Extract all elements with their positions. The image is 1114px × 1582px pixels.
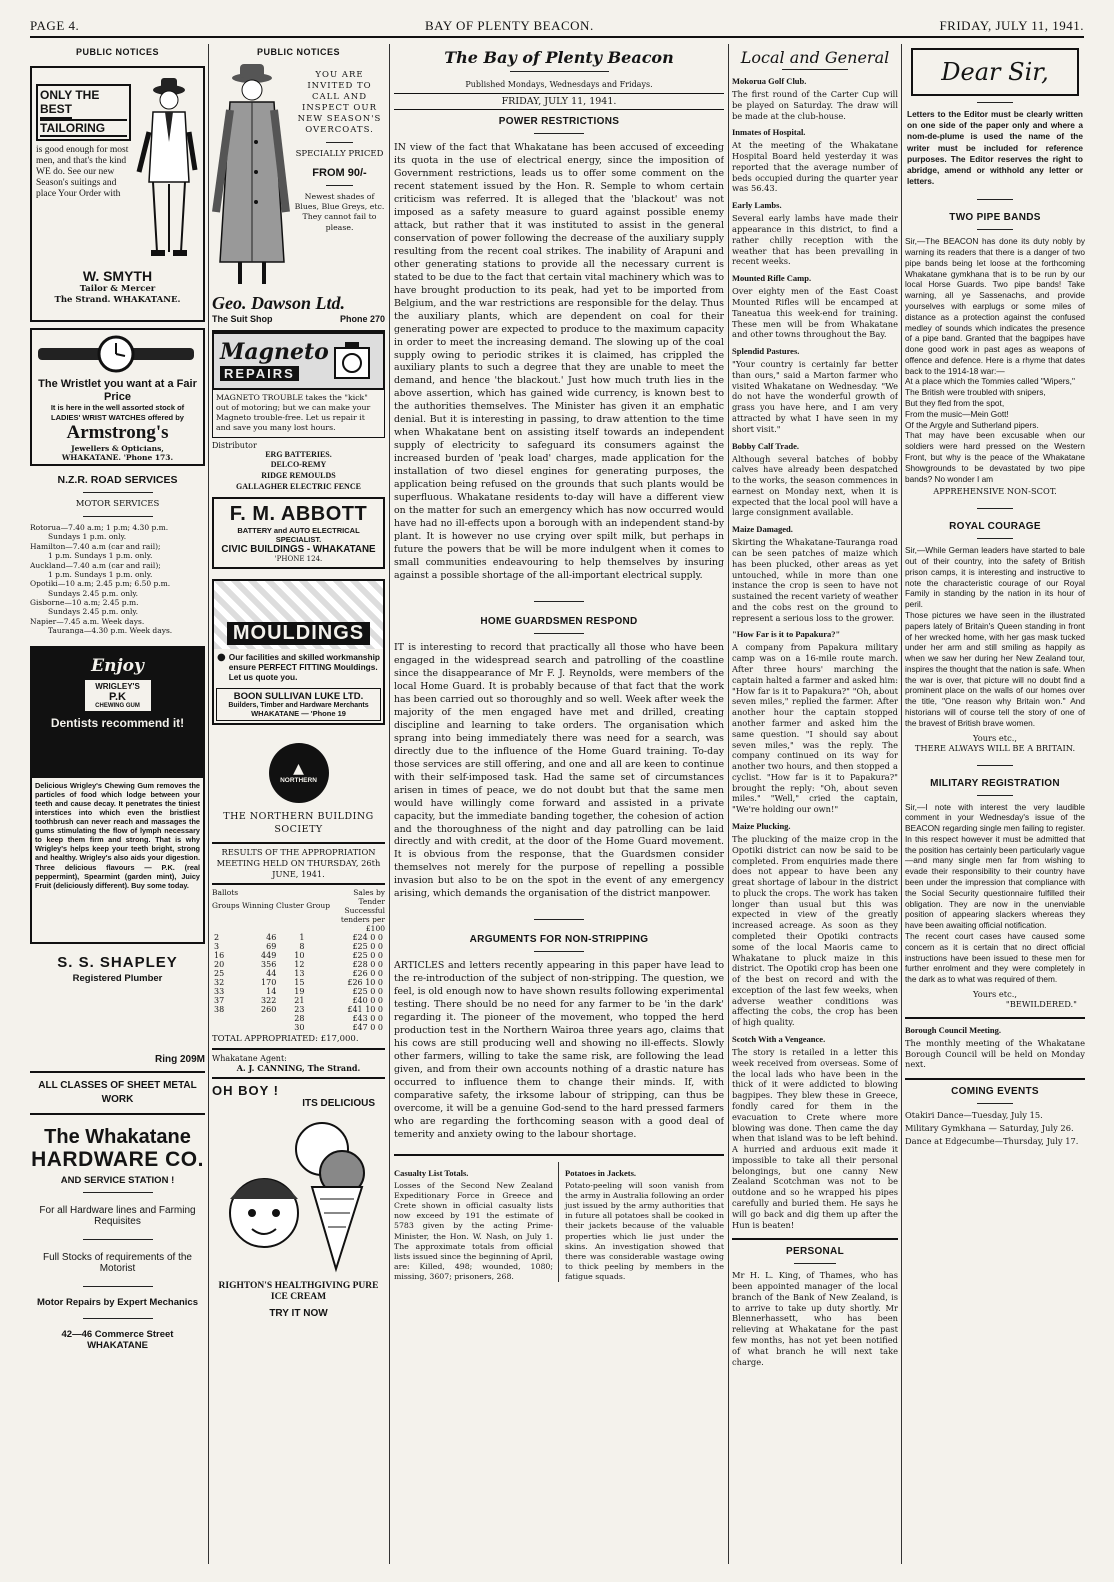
- column-rule: [728, 44, 729, 1564]
- icecream-try: TRY IT NOW: [269, 1307, 328, 1319]
- item-heading: Potatoes in Jackets.: [565, 1167, 637, 1178]
- event-line: Dance at Edgecumbe—Thursday, July 17.: [905, 1135, 1079, 1146]
- table-cell: £25 0 0: [352, 986, 383, 996]
- local-item-heading: "How Far is it to Papakura?": [732, 629, 841, 640]
- header-date: FRIDAY, JULY 11, 1941.: [939, 18, 1084, 33]
- local-item-heading: Maize Damaged.: [732, 524, 793, 535]
- table-cell: £25 0 0: [352, 950, 383, 960]
- table-cell: £28 0 0: [352, 959, 383, 969]
- local-item-heading: Bobby Calf Trade.: [732, 440, 799, 451]
- table-cell: 2: [214, 932, 220, 942]
- table-row: [212, 933, 385, 942]
- table-cell: 16: [214, 950, 225, 960]
- table-cell: 170: [261, 977, 277, 987]
- local-general-title: Local and General: [740, 48, 890, 67]
- northern-building-society: [212, 731, 385, 1079]
- section-heading: PUBLIC NOTICES: [75, 47, 159, 57]
- mouldings-banner: MOULDINGS: [214, 581, 383, 649]
- local-item-heading: Maize Plucking.: [732, 820, 791, 831]
- table-cell: £40 0 0: [352, 995, 383, 1005]
- rightons-ice-cream-ad: [212, 1083, 385, 1319]
- hardware-town: WHAKATANE: [87, 1339, 148, 1351]
- local-item-body: At the meeting of the Whakatane Hospital Board held yesterday it was reported that the average number of beds occupied during the quarter year was 56.43.: [732, 140, 898, 194]
- masthead: The Bay of Plenty Beacon: [444, 48, 674, 67]
- timetable-line: Rotorua—7.40 a.m; 1 p.m; 4.30 p.m.: [30, 523, 169, 533]
- hardware-item2: Full Stocks of requirements of the Motorist: [43, 1251, 192, 1274]
- timetable-line: Hamilton—7.40 a.m (car and rail);: [30, 541, 161, 551]
- local-item-heading: Early Lambs.: [732, 200, 782, 211]
- table-row: [212, 951, 385, 960]
- article-body: IT is interesting to record that practically all those who have been engaged in the widespread search and patrolling of the coastline since the disappearance of Mr F. J. Reynolds, were members of the local Home Guard. It is probably because of that fact that the work has been carried out so thoroughly and so well. Week after week the majority of the men engaged have met and drilled, creating discipline and learning to take orders. The organisation which sprang into being immediately there was need for a search, was directly due to the influence of the Home Guard training. To-day those services are still offering, and one and all are keen to continue with their self-imposed task. Had the same set of circumstances arisen in times of peace, we do not doubt but that the same men would have willingly come forward and assisted in a private capacity, but the immediate banding together, the cohesion of action and the thoroughness of the night and day patrolling can be laid directly and with credit, at the door of the Home Guard movement. It is obvious from the response, that the Guardsmen consider themselves not merely for the purpose of repelling a possible invasion but also to be on the spot in the event of any emergency arising, which demands the organisation of the district manpower.: [394, 641, 724, 900]
- item-body: Potato-peeling will soon vanish from the army in Australia following an order just issued by the army authorities that in future all potatoes shall be cooked in their jackets because of the valuable properties which lie just under the skins. An investigation showed that there was considerable wastage owing to thick peeling by members in the fatigue squads.: [565, 1180, 724, 1281]
- nzr-title: N.Z.R. ROAD SERVICES: [57, 474, 178, 486]
- abbott-phone: 'PHONE 124.: [274, 554, 323, 563]
- magneto-banner: Magneto REPAIRS: [212, 332, 385, 390]
- timetable-line: Napier—7.45 a.m. Week days.: [30, 616, 145, 626]
- table-row: [212, 1023, 385, 1032]
- article-title: POWER RESTRICTIONS: [498, 116, 620, 127]
- column-rule: [389, 44, 390, 1564]
- magneto-icon: [331, 340, 375, 384]
- local-item-body: The story is retailed in a letter this week received from overseas. Some of the local lads who have been in the thick of it were addicted to blowing bagpipes. They blew these in Greece, fondly cared for them in the evacuation to Crete where more blowing was done. Then came the day when that island was to be left behind. A hurried and arduous exit made it impossible to take all their personal belongings, but one canny New Zealand Scotchman was not to be outdone and so he wrapped his pipes carefully and buried them. He says he will go back and dig them up after the Hun is beaten!: [732, 1047, 898, 1230]
- shapley-plumber-ad: [30, 950, 205, 1125]
- article-body: ARTICLES and letters recently appearing in this paper have lead to the re-introduction of the subject of non-stripping. The question, we feel, is old enough now to have shown results following experimental testing. There should be no need for any farmer to be 'in the dark' regarding it. The pioneer of the movement, who topped the herd production test in the Northern Wairoa three years ago, claims that his cows are still producing well and showing no ill-effects. Slowly other farmers, willing to take the same risk, are following the lead given, and from their own accounts nothing of a drastic nature has occurred to influence them to change their minds. If, with comparative safety, the irksome labour of stripping, can thus be overcome, it will be a genuine God-send to the hard pressed farmers who are regarding the forthcoming season with a good deal of temerity and anxiety owing to the labour shortage.: [394, 960, 724, 1140]
- letter-title: TWO PIPE BANDS: [949, 212, 1041, 224]
- timetable-line: Gisborne—10 a.m; 2.45 p.m.: [30, 598, 139, 608]
- shapley-sheet-metal: ALL CLASSES OF SHEET METAL WORK: [38, 1079, 197, 1105]
- event-line: Otakiri Dance—Tuesday, July 15.: [905, 1110, 1043, 1121]
- appropriation-table: [212, 933, 385, 1032]
- table-cell: £47 0 0: [352, 1022, 383, 1032]
- table-cell: 20: [214, 959, 225, 969]
- table-cell: 23: [294, 1004, 305, 1014]
- article-body: IN view of the fact that Whakatane has been accused of exceeding its quota in the use of electrical energy, since the imposition of Government restrictions, leads us to offer some comment on the recent statement issued by the Hon. R. Semple to whom certain criticism was referred. It is alleged that the 'blackout' was not imposed as a safety measure to guard against possible enemy attack, but rather that it was instituted to assist in the general conservation of power following the decrease of the auxiliary supply resulting from the recent coal strikes. The inability of Arapuni and other generating stations to provide all the necessary current is stated to be due to the fact that certain vital machinery which was to have brought production to its peak, had yet to be imported from Belgium, and the war restrictions are responsible for the delay. Thus the auxiliary plants, which are dependent on coal for their generating power are expected to produce to the maximum capacity in order to meet the increasing demand. The slowing up of the coal supply owing to periodic strikes it is claimed, has crippled the auxiliary plants to such a degree that they are unable to meet the demand, and hence 'the blackout.' Just how much truth lies in the above assertion, which has gained wide currency, is known best to the authorities themselves. The Minister has given it an emphatic denial. But it is interesting in passing, to draw attention to the time when Whakatane bent on assisting itself towards an independent supply of electricity to safeguard its consumers against the increased burden of 'peak load' charges, made application for the installation of two diesel engines for generating purposes, the application being refused on the grounds that such plants would be superfluous. Whakatane residents to-day will have a different view on the matter for such an emergency which has now occurred would have had no ill-effects upon a borough with an independent stand-by plant. It is however no use crying over spilt milk, but perhaps in future the powers that be will be more indulgent when it comes to small communities endeavouring to help themselves by insuring against a possible shortage of the all-important electrical supply.: [394, 142, 724, 581]
- published-line: Published Mondays, Wednesdays and Fridays.: [465, 80, 653, 89]
- table-cell: 12: [294, 959, 305, 969]
- table-cell: [212, 1023, 240, 1032]
- column-public-notices-2: [212, 44, 385, 1564]
- society-total: TOTAL APPROPRIATED: £17,000.: [212, 1033, 359, 1044]
- icecream-ohboy: OH BOY !: [212, 1082, 279, 1098]
- dawson-shades: Newest shades of Blues, Blue Greys, etc. They cannot fail to please.: [294, 192, 385, 232]
- table-cell: 260: [261, 1004, 277, 1014]
- table-cell: 449: [261, 950, 277, 960]
- wrigleys-banner: Enjoy WRIGLEY'S P.K CHEWING GUM Dentists recommend it!: [32, 648, 203, 778]
- nzr-subtitle: MOTOR SERVICES: [75, 499, 160, 509]
- table-cell: £26 0 0: [352, 968, 383, 978]
- product-item: ERG BATTERIES.: [265, 449, 332, 459]
- timetable-line: Auckland—7.40 a.m (car and rail);: [30, 560, 161, 570]
- letter-signature: "BEWILDERED.": [1005, 998, 1077, 1009]
- society-title: THE NORTHERN BUILDING SOCIETY: [223, 810, 374, 835]
- dawson-phone: Phone 270: [339, 314, 385, 324]
- abbott-line2: CIVIC BUILDINGS - WHAKATANE: [221, 543, 376, 555]
- wrigleys-ad: [30, 646, 205, 944]
- table-cell: £41 10 0: [347, 1004, 383, 1014]
- letter-yours: Yours etc.,: [972, 988, 1018, 999]
- section-heading: PUBLIC NOTICES: [256, 47, 340, 57]
- dawson-price: FROM 90/-: [312, 167, 367, 180]
- overcoat-illustration: [212, 62, 290, 291]
- table-cell: 322: [261, 995, 277, 1005]
- mouldings-trade: Builders, Timber and Hardware Merchants: [228, 701, 369, 709]
- society-emblem-icon: ▲ NORTHERN: [269, 743, 329, 803]
- table-cell: £43 0 0: [352, 1013, 383, 1023]
- local-item-body: Several early lambs have made their appearance in this district, to find a rather chilly reception with the weather that has been prevailing in recent weeks.: [732, 213, 898, 267]
- smyth-trade: Tailor & Mercer: [79, 284, 156, 294]
- table-cell: 25: [214, 968, 225, 978]
- shapley-name: S. S. SHAPLEY: [57, 953, 178, 971]
- abbott-line1: BATTERY and AUTO ELECTRICAL SPECIALIST.: [237, 525, 360, 544]
- dear-sir-logo: Dear Sir,: [911, 48, 1079, 96]
- local-item-body: The first round of the Carter Cup will be played on Saturday. The draw will be made at the club-house.: [732, 89, 898, 121]
- table-cell: [240, 1014, 278, 1023]
- table-row: [212, 996, 385, 1005]
- society-agent: A. J. CANNING, The Strand.: [236, 1062, 361, 1073]
- dawson-shop: The Suit Shop: [212, 314, 273, 324]
- table-cell: 28: [294, 1013, 305, 1023]
- icecream-delicious: ITS DELICIOUS: [302, 1097, 375, 1109]
- column-rule: [208, 44, 209, 1564]
- local-item-body: Skirting the Whakatane-Tauranga road can be seen patches of maize which has been plucked, other areas as yet untouched, while in more than one instance the crop is seen to have not sustained the recent variety of weather and the cobs rest on the ground to represent a serious loss to the grower.: [732, 537, 898, 623]
- magneto-body: MAGNETO TROUBLE takes the "kick" out of motoring; but we can make your Magneto trouble-free. Let us repair it and save you many lost hours.: [212, 390, 385, 438]
- product-item: DELCO-REMY: [270, 460, 327, 470]
- editorial-date: FRIDAY, JULY 11, 1941.: [394, 93, 724, 110]
- letter-body: The recent court cases have caused some concern as it is certain that no direct official instructions have been issued to these men for further enrolment and they were completely in the dark as to what was required of them.: [905, 930, 1085, 985]
- timetable-line: Tauranga—4.30 p.m. Week days.: [48, 626, 173, 636]
- table-cell: 38: [214, 1004, 225, 1014]
- armstrong-address: WHAKATANE. 'Phone 173.: [61, 453, 174, 463]
- personal-title: PERSONAL: [786, 1246, 844, 1258]
- ice-cream-cone-icon: [212, 1109, 385, 1277]
- table-cell: 33: [214, 986, 225, 996]
- table-cell: 10: [294, 950, 305, 960]
- table-cell: 15: [294, 977, 305, 987]
- whakatane-hardware-ad: [30, 1125, 205, 1353]
- council-heading: Borough Council Meeting.: [905, 1024, 1001, 1035]
- armstrong-trade: Jewellers & Opticians,: [71, 444, 164, 454]
- column-rule: [901, 44, 902, 1564]
- table-cell: 8: [299, 941, 305, 951]
- magneto-repairs-ad: [212, 332, 385, 493]
- smyth-address: The Strand. WHAKATANE.: [54, 295, 181, 306]
- nzr-road-services: [30, 472, 205, 642]
- coming-events-title: COMING EVENTS: [951, 1086, 1039, 1098]
- council-body: The monthly meeting of the Whakatane Borough Council will be held on Monday next.: [905, 1037, 1085, 1070]
- local-items-list: [732, 76, 898, 1230]
- timetable-line: Opotiki—10 a.m; 2.45 p.m; 6.50 p.m.: [30, 579, 171, 589]
- mouldings-ad: [212, 579, 385, 725]
- paper-name: BAY OF PLENTY BEACON.: [425, 18, 594, 33]
- dawson-name: Geo. Dawson Ltd.: [212, 293, 346, 313]
- dawson-special: SPECIALLY PRICED: [295, 149, 384, 160]
- hardware-address: 42—46 Commerce Street: [61, 1328, 174, 1340]
- column-editorial: [394, 44, 724, 1564]
- table-cell: 44: [266, 968, 277, 978]
- article-title: ARGUMENTS FOR NON-STRIPPING: [469, 934, 649, 946]
- letter-title: ROYAL COURAGE: [949, 521, 1041, 533]
- table-row: [212, 978, 385, 987]
- page-number: PAGE 4.: [30, 18, 80, 33]
- table-cell: 21: [294, 995, 305, 1005]
- shapley-phone: Ring 209M: [154, 1053, 205, 1065]
- letter-body: Sir,—The BEACON has done its duty nobly by warning its readers that there is a danger of two pipe bands being let loose at the forthcoming Whakatane gymkhana that is to be run by our local Horse Guards. Two pipe bands! Take warning, all ye Sassenachs, and provide yourselves with earplugs or some miles of distance as a protection against the confused medley of sounds which indicates the presence of a pipe band. Granted that the bagpipes have done good work in past ages as weapons of offence and defence. Here is a rhyme that dates back to the 1914-18 war:—: [905, 236, 1085, 376]
- item-body: Losses of the Second New Zealand Expeditionary Force in Greece and Crete shown in official casualty lists now exceed by 191 the estimate of 5783 given by the acting Prime-Minister, the Hon. W. Nash, on July 1. The approximate totals from official lists issued since the beginning of April, are: Killed, 498; wounded, 1080; missing, 3607; prisoners, 268.: [394, 1180, 553, 1281]
- letter-title: MILITARY REGISTRATION: [930, 777, 1060, 789]
- table-cell: 356: [261, 959, 277, 969]
- table-row: [212, 969, 385, 978]
- hardware-line1: The Whakatane: [44, 1125, 191, 1148]
- wrigleys-body: Delicious Wrigley's Chewing Gum removes the particles of food which lodge between your teeth and cause decay. It penetrates the tiniest interstices into which even the bristliest toothbrush can never reach and massages the gums stimulating the flow of lymph necessary to keep them firm and strong. That is why Wrigley's helps keep your teeth bright, strong and healthy. Wrigley's also aids your digestion. Three delicious flavours — P.K. (real peppermint), Spearmint (garden mint), Juicy Fruit (deliciously different). Buy some today.: [35, 780, 200, 890]
- shapley-trade: Registered Plumber: [72, 972, 163, 984]
- table-cell: [212, 1014, 240, 1023]
- local-item-heading: Scotch With a Vengeance.: [732, 1034, 826, 1045]
- timetable-line: Sundays 2.45 p.m. only.: [48, 607, 139, 617]
- table-row: [212, 942, 385, 951]
- letter-body: Sir,—I note with interest the very laudible comment in your Wednesday's issue of the BEACON regarding single men failing to register. In this respect however it must be admitted that the position has certainly been particularly vague—and many single men far from wishing to evade their responsibility to their country have been under the impression that compliance with the Social Security questionnaire fulfilled their obligation. They are now in the unenviable position of appearing slackers whereas they have been awaiting official notification.: [905, 801, 1085, 931]
- mouldings-firm: BOON SULLIVAN LUKE LTD.: [233, 690, 364, 702]
- society-results-heading: RESULTS OF THE APPROPRIATION MEETING HELD ON THURSDAY, 26th JUNE, 1941.: [216, 847, 381, 879]
- article-title: HOME GUARDSMEN RESPOND: [480, 615, 638, 627]
- column-letters: [905, 44, 1085, 1564]
- letter-signature: APPREHENSIVE NON-SCOT.: [933, 486, 1057, 497]
- letter-body: Those pictures we have seen in the illustrated papers lately of Britain's Queen standing in front of her wrecked home, with her gas mask tucked under her arm and still smiling as happily as when we saw her during her New Zealand tour, inspires the thought that the nation is safe. When the war is over, that picture will no doubt find a prominent place on the walls of our homes over the title, "One reason why Britain won." And historians will of course tell the story of one of the bravest of British brave women.: [905, 609, 1085, 728]
- table-cell: 14: [266, 986, 277, 996]
- nzr-timetable: [30, 523, 205, 636]
- man-in-suit-icon: [131, 72, 199, 262]
- hardware-item1: For all Hardware lines and Farming Requisites: [39, 1204, 196, 1227]
- mouldings-address: WHAKATANE — 'Phone 19: [251, 708, 346, 718]
- table-cell: 30: [294, 1022, 305, 1032]
- hardware-item3: Motor Repairs by Expert Mechanics: [36, 1296, 199, 1308]
- letter-signature: THERE ALWAYS WILL BE A BRITAIN.: [914, 742, 1076, 753]
- local-item-heading: Inmates of Hospital.: [732, 127, 806, 138]
- local-item-heading: Mokorua Golf Club.: [732, 76, 807, 86]
- tailored-man-illustration: [131, 72, 199, 266]
- timetable-line: Sundays 2.45 p.m. only.: [48, 588, 139, 598]
- table-cell: 19: [294, 986, 305, 996]
- event-line: Military Gymkhana — Saturday, July 26.: [905, 1122, 1074, 1133]
- local-item-body: The plucking of the maize crop in the Opotiki district can now be said to be completed. From enquiries made there does not appear to have been any great shortage of labour in the district to pluck the crops. The work has taken longer than usual but this was expected in view of the greatly increased acreage. As soon as they completed their Opotiki contracts some of the local Maoris came to Whakatane to pluck maize in this district. The Opotiki crop has been one of the best on record and with the exception of the last few weeks, when adverse weather conditions was affecting the cobs, the crop has been of high quality.: [732, 833, 898, 1028]
- table-cell: 37: [214, 995, 225, 1005]
- short-items: [394, 1162, 724, 1282]
- local-item-body: Over eighty men of the East Coast Mounted Rifles will be encamped at Taneatua this week-end for training. These men will be from Whakatane and other towns throughout the Bay.: [732, 286, 898, 340]
- smyth-headline: ONLY THE BEST TAILORING: [36, 84, 131, 141]
- smyth-tailoring-ad: [30, 66, 205, 322]
- page-header: [30, 18, 1084, 38]
- wristwatch-icon: [36, 334, 196, 374]
- letter-body: That may have been excusable when our soldiers were hard pressed on the Western Front, but why is the peace of the Whakatane Showgrounds to be devastated by two pipe bands? No wonder I am: [905, 430, 1085, 484]
- dawson-invite: YOU ARE INVITED TO CALL AND INSPECT OUR NEW SEASON'S OVERCOATS.: [297, 70, 382, 136]
- table-cell: 3: [214, 941, 220, 951]
- abbott-auto-electrical-ad: [212, 497, 385, 569]
- table-cell: £25 0 0: [352, 941, 383, 951]
- letter-body: Sir,—While German leaders have started to bale out of their country, into the safety of British prison camps, it is interesting and instructive to note the characteristic courage of our Royal Family in standing by the nation in its hour of peril.: [905, 545, 1085, 610]
- magneto-distributor: Distributor: [212, 440, 257, 450]
- local-item-body: A company from Papakura military camp was on a 16-mile route march. After three hours' marching the captain halted a farmer and asked him: "How far is it to Papakura?" "Oh, about seven miles," replied the farmer. After another hour the captain stopped another farmer and asked him the same question. "I should say about seven miles," was the reply. The company continued on its way for another two hours, and then stopped a cyclist. "How far is it to Papakura?" brought the reply: "Oh, about seven miles." "Well," cried the captain, "We're holding our own!": [732, 642, 898, 815]
- local-item-heading: Mounted Rifle Camp.: [732, 273, 812, 284]
- society-table-header: Ballots Groups Winning Cluster Group Sales by Tender Successful tenders per £100: [212, 887, 385, 933]
- letter-verse: At a place which the Tommies called "Wipers," The British were troubled with snipers, But they fled from the spot, From the music—Mein Gott! Of the Argyle and Sutherland pipers.: [905, 376, 1075, 430]
- smyth-name: W. SMYTH: [82, 268, 153, 284]
- product-item: GALLAGHER ELECTRIC FENCE: [236, 481, 361, 491]
- table-cell: £24 0 0: [352, 932, 383, 942]
- coming-events-list: [905, 1110, 1085, 1146]
- armstrong-body: It is here in the well assorted stock of LADIES' WRIST WATCHES offered by: [50, 403, 185, 422]
- table-row: [212, 987, 385, 996]
- armstrong-headline: The Wristlet you want at a Fair Price: [38, 378, 197, 403]
- table-cell: 13: [294, 968, 305, 978]
- abbott-name: F. M. ABBOTT: [229, 502, 368, 525]
- smyth-body: is good enough for most men, and that's the kind WE do. See our new Season's suitings and place Your Order with: [36, 145, 129, 199]
- armstrong-name: Armstrong's: [66, 422, 169, 444]
- local-item-heading: Splendid Pastures.: [732, 346, 800, 357]
- geo-dawson-ad: [212, 62, 385, 332]
- wrigleys-pack-icon: WRIGLEY'S P.K CHEWING GUM: [83, 678, 153, 713]
- personal-body: Mr H. L. King, of Thames, who has been appointed manager of the local branch of the Bank of New Zealand, is to arrive to take up duty shortly. Mr Blennerhassett, who has been relieving at Whakatane for the past few months, has not yet been notified of what branch he will next take charge.: [732, 1270, 898, 1367]
- bullet-icon: ●: [217, 651, 226, 663]
- mouldings-body: Our facilities and skilled workmanship ensure PERFECT FITTING Mouldings. Let us quote you.: [228, 651, 380, 683]
- column-local-and-general: [732, 44, 898, 1564]
- table-cell: 1: [299, 932, 305, 942]
- icecream-name: RIGHTON'S HEALTHGIVING PURE ICE CREAM: [218, 1280, 379, 1303]
- table-cell: 46: [266, 932, 277, 942]
- timetable-line: 1 p.m. Sundays 1 p.m. only.: [48, 569, 153, 579]
- table-row: [212, 960, 385, 969]
- product-item: RIDGE REMOULDS: [261, 471, 336, 481]
- column-public-notices-1: [30, 44, 205, 1564]
- timetable-line: 1 p.m. Sundays 1 p.m. only.: [48, 551, 153, 561]
- man-in-overcoat-icon: [212, 62, 290, 287]
- table-cell: [240, 1023, 278, 1032]
- table-cell: 69: [266, 941, 277, 951]
- table-cell: £26 10 0: [347, 977, 383, 987]
- letter-yours: Yours etc.,: [972, 732, 1018, 743]
- hardware-line3: AND SERVICE STATION !: [60, 1174, 175, 1186]
- society-agent-label: Whakatane Agent:: [212, 1053, 287, 1063]
- magneto-product-list: [212, 450, 385, 493]
- local-item-body: Although several batches of bobby calves have already been despatched to the works, the season commences in earnest on Monday next, when it is expected that the local pool will have a large consignment available.: [732, 453, 898, 518]
- table-cell: 32: [214, 977, 225, 987]
- table-row: [212, 1005, 385, 1014]
- hardware-line2: HARDWARE CO.: [31, 1147, 204, 1171]
- armstrong-watches-ad: [30, 328, 205, 466]
- item-heading: Casualty List Totals.: [394, 1167, 469, 1178]
- timetable-line: Sundays 1 p.m. only.: [48, 532, 127, 542]
- local-item-body: "Your country is certainly far better than ours," said a Marton farmer who visited Whakatane on Wednesday. "We do not have the wonderful growth of grass you have here, and I am very attracted by what I have seen in my short visit.": [732, 359, 898, 434]
- table-row: [212, 1014, 385, 1023]
- letters-notice: Letters to the Editor must be clearly written on one side of the paper only and where a nom-de-plume is used the name of the writer must be included for reference purposes. The Editor reserves the right to abridge, amend or withhold any letter or letters.: [907, 109, 1083, 187]
